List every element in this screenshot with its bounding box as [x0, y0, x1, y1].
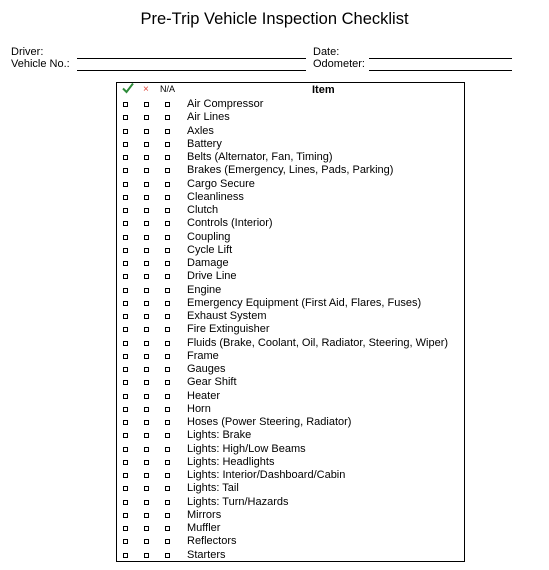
- checklist-row: [117, 244, 464, 257]
- fail-checkbox[interactable]: [144, 513, 149, 518]
- item-label: Battery: [187, 137, 222, 150]
- checklist-rows: [117, 98, 464, 562]
- fail-checkbox[interactable]: [144, 367, 149, 372]
- fail-checkbox[interactable]: [144, 261, 149, 266]
- na-checkbox[interactable]: [165, 473, 170, 478]
- ok-checkbox[interactable]: [123, 102, 128, 107]
- na-checkbox[interactable]: [165, 168, 170, 173]
- ok-checkbox[interactable]: [123, 274, 128, 279]
- item-label: Horn: [187, 402, 211, 415]
- na-checkbox[interactable]: [165, 500, 170, 505]
- checklist-row: [117, 376, 464, 389]
- checklist-row: [117, 416, 464, 429]
- checklist-row: [117, 443, 464, 456]
- checklist-row: [117, 549, 464, 562]
- fail-checkbox[interactable]: [144, 447, 149, 452]
- ok-checkbox[interactable]: [123, 327, 128, 332]
- checklist-header: [117, 83, 464, 98]
- fail-checkbox[interactable]: [144, 235, 149, 240]
- item-label: Exhaust System: [187, 310, 267, 322]
- ok-checkbox[interactable]: [123, 447, 128, 452]
- item-label: Fire Extinguisher: [187, 323, 270, 336]
- checklist-row: [117, 164, 464, 177]
- na-checkbox[interactable]: [165, 420, 170, 425]
- na-checkbox[interactable]: [165, 221, 170, 226]
- na-checkbox[interactable]: [165, 235, 170, 240]
- checklist-row: [117, 178, 464, 191]
- na-checkbox[interactable]: [165, 367, 170, 372]
- item-label: Coupling: [187, 230, 231, 243]
- ok-checkbox[interactable]: [123, 513, 128, 518]
- na-checkbox[interactable]: [165, 553, 170, 558]
- na-checkbox[interactable]: [165, 314, 170, 319]
- fail-checkbox[interactable]: [144, 341, 149, 346]
- item-label: Gear Shift: [187, 376, 237, 389]
- ok-checkbox[interactable]: [123, 526, 128, 531]
- checklist-row: [117, 151, 464, 164]
- ok-checkbox[interactable]: [123, 195, 128, 200]
- ok-checkbox[interactable]: [123, 115, 128, 120]
- ok-checkbox[interactable]: [123, 539, 128, 544]
- item-label: Muffler: [187, 522, 221, 534]
- item-label: Hoses (Power Steering, Radiator): [187, 416, 352, 428]
- item-header: Item: [312, 84, 335, 96]
- na-checkbox[interactable]: [165, 327, 170, 332]
- item-label: Starters: [187, 548, 226, 561]
- item-label: Drive Line: [187, 270, 237, 283]
- checklist-row: [117, 535, 464, 548]
- item-label: Reflectors: [187, 535, 237, 548]
- ok-checkbox[interactable]: [123, 288, 128, 293]
- na-checkbox[interactable]: [165, 394, 170, 399]
- fail-checkbox[interactable]: [144, 314, 149, 319]
- fail-checkbox[interactable]: [144, 155, 149, 160]
- fail-checkbox[interactable]: [144, 142, 149, 147]
- checklist-row: [117, 482, 464, 495]
- na-checkbox[interactable]: [165, 301, 170, 306]
- checklist-row: [117, 138, 464, 151]
- fail-checkbox[interactable]: [144, 420, 149, 425]
- checklist-row: [117, 456, 464, 469]
- item-label: Frame: [187, 349, 219, 362]
- item-label: Lights: Turn/Hazards: [187, 495, 289, 508]
- na-checkbox[interactable]: [165, 513, 170, 518]
- ok-checkbox[interactable]: [123, 261, 128, 266]
- na-checkbox[interactable]: [165, 274, 170, 279]
- ok-checkbox[interactable]: [123, 553, 128, 558]
- checklist-row: [117, 350, 464, 363]
- item-label: Lights: Brake: [187, 429, 252, 442]
- item-label: Mirrors: [187, 508, 222, 521]
- fail-checkbox[interactable]: [144, 539, 149, 544]
- item-label: Lights: Interior/Dashboard/Cabin: [187, 469, 346, 481]
- fail-checkbox[interactable]: [144, 129, 149, 134]
- na-checkbox[interactable]: [165, 115, 170, 120]
- checklist-row: [117, 522, 464, 535]
- checklist-row: [117, 403, 464, 416]
- item-label: Cleanliness: [187, 190, 244, 203]
- fail-checkbox[interactable]: [144, 168, 149, 173]
- checklist-row: [117, 337, 464, 350]
- na-checkbox[interactable]: [165, 248, 170, 253]
- item-label: Lights: Headlights: [187, 455, 275, 468]
- fail-checkbox[interactable]: [144, 407, 149, 412]
- ok-checkbox[interactable]: [123, 301, 128, 306]
- item-label: Air Compressor: [187, 98, 264, 110]
- item-label: Lights: High/Low Beams: [187, 442, 306, 455]
- fail-checkbox[interactable]: [144, 553, 149, 558]
- ok-checkbox[interactable]: [123, 433, 128, 438]
- ok-checkbox[interactable]: [123, 341, 128, 346]
- odometer-field[interactable]: [369, 70, 512, 71]
- ok-checkbox[interactable]: [123, 155, 128, 160]
- na-checkbox[interactable]: [165, 354, 170, 359]
- fail-checkbox[interactable]: [144, 115, 149, 120]
- checklist-row: [117, 231, 464, 244]
- item-label: Lights: Tail: [187, 482, 239, 495]
- item-label: Clutch: [187, 204, 219, 216]
- checklist-row: [117, 284, 464, 297]
- fail-checkbox[interactable]: [144, 301, 149, 306]
- fail-checkbox[interactable]: [144, 354, 149, 359]
- ok-checkbox[interactable]: [123, 500, 128, 505]
- na-checkbox[interactable]: [165, 208, 170, 213]
- ok-checkbox[interactable]: [123, 380, 128, 385]
- vehicle-field[interactable]: [77, 70, 306, 71]
- ok-checkbox[interactable]: [123, 407, 128, 412]
- driver-label: Driver:: [11, 46, 44, 58]
- ok-checkbox[interactable]: [123, 354, 128, 359]
- checklist-row: [117, 98, 464, 111]
- na-checkbox[interactable]: [165, 407, 170, 412]
- na-checkbox[interactable]: [165, 129, 170, 134]
- item-label: Gauges: [187, 363, 226, 375]
- item-label: Cargo Secure: [187, 177, 255, 190]
- na-checkbox[interactable]: [165, 142, 170, 147]
- checklist-row: [117, 390, 464, 403]
- na-checkbox[interactable]: [165, 261, 170, 266]
- na-checkbox[interactable]: [165, 539, 170, 544]
- checklist-row: [117, 363, 464, 376]
- na-checkbox[interactable]: [165, 341, 170, 346]
- checkmark-icon: [122, 82, 134, 94]
- na-checkbox[interactable]: [165, 433, 170, 438]
- na-checkbox[interactable]: [165, 182, 170, 187]
- vehicle-label: Vehicle No.:: [11, 58, 70, 70]
- item-label: Engine: [187, 283, 222, 296]
- date-label: Date:: [313, 46, 340, 58]
- checklist-row: [117, 297, 464, 310]
- item-label: Brakes (Emergency, Lines, Pads, Parking): [187, 164, 394, 177]
- checklist-row: [117, 496, 464, 509]
- checklist-row: [117, 111, 464, 124]
- item-label: Cycle Lift: [187, 243, 233, 256]
- ok-checkbox[interactable]: [123, 142, 128, 147]
- fail-checkbox[interactable]: [144, 526, 149, 531]
- item-label: Heater: [187, 389, 221, 402]
- fail-checkbox[interactable]: [144, 102, 149, 107]
- ok-checkbox[interactable]: [123, 182, 128, 187]
- checklist-row: [117, 509, 464, 522]
- checklist-row: [117, 469, 464, 482]
- na-checkbox[interactable]: [165, 195, 170, 200]
- ok-checkbox[interactable]: [123, 460, 128, 465]
- item-label: Air Lines: [187, 111, 230, 124]
- checklist-row: [117, 191, 464, 204]
- na-checkbox[interactable]: [165, 486, 170, 491]
- fail-checkbox[interactable]: [144, 327, 149, 332]
- checklist-row: [117, 310, 464, 323]
- fail-checkbox[interactable]: [144, 394, 149, 399]
- na-checkbox[interactable]: [165, 155, 170, 160]
- item-label: Damage: [187, 257, 229, 269]
- x-mark-icon: ×: [143, 84, 149, 95]
- item-label: Fluids (Brake, Coolant, Oil, Radiator, Steering, Wiper): [187, 336, 449, 349]
- ok-checkbox[interactable]: [123, 129, 128, 134]
- driver-field[interactable]: [77, 58, 306, 59]
- checklist-row: [117, 125, 464, 138]
- ok-checkbox[interactable]: [123, 221, 128, 226]
- page-title: Pre-Trip Vehicle Inspection Checklist: [140, 10, 409, 28]
- ok-checkbox[interactable]: [123, 420, 128, 425]
- na-checkbox[interactable]: [165, 102, 170, 107]
- item-label: Axles: [187, 124, 214, 137]
- checklist-row: [117, 217, 464, 230]
- checklist-row: [117, 204, 464, 217]
- fail-checkbox[interactable]: [144, 248, 149, 253]
- ok-checkbox[interactable]: [123, 394, 128, 399]
- fail-checkbox[interactable]: [144, 380, 149, 385]
- checklist-table: [116, 82, 465, 562]
- fail-checkbox[interactable]: [144, 486, 149, 491]
- fail-checkbox[interactable]: [144, 208, 149, 213]
- checklist-row: [117, 270, 464, 283]
- checklist-row: [117, 323, 464, 336]
- ok-checkbox[interactable]: [123, 208, 128, 213]
- date-field[interactable]: [369, 58, 512, 59]
- ok-checkbox[interactable]: [123, 473, 128, 478]
- na-checkbox[interactable]: [165, 288, 170, 293]
- checklist-row: [117, 429, 464, 442]
- ok-checkbox[interactable]: [123, 314, 128, 319]
- na-checkbox[interactable]: [165, 526, 170, 531]
- fail-checkbox[interactable]: [144, 274, 149, 279]
- ok-checkbox[interactable]: [123, 367, 128, 372]
- item-label: Controls (Interior): [187, 217, 273, 230]
- ok-checkbox[interactable]: [123, 168, 128, 173]
- na-checkbox[interactable]: [165, 460, 170, 465]
- na-header: N/A: [160, 84, 176, 94]
- fail-checkbox[interactable]: [144, 473, 149, 478]
- odometer-label: Odometer:: [313, 58, 365, 70]
- item-label: Emergency Equipment (First Aid, Flares, Fuses): [187, 296, 422, 309]
- ok-checkbox[interactable]: [123, 248, 128, 253]
- fail-checkbox[interactable]: [144, 195, 149, 200]
- item-label: Belts (Alternator, Fan, Timing): [187, 151, 333, 163]
- ok-checkbox[interactable]: [123, 235, 128, 240]
- na-checkbox[interactable]: [165, 380, 170, 385]
- fail-checkbox[interactable]: [144, 288, 149, 293]
- fail-checkbox[interactable]: [144, 182, 149, 187]
- fail-checkbox[interactable]: [144, 460, 149, 465]
- fail-checkbox[interactable]: [144, 221, 149, 226]
- checklist-row: [117, 257, 464, 270]
- na-checkbox[interactable]: [165, 447, 170, 452]
- ok-checkbox[interactable]: [123, 486, 128, 491]
- fail-checkbox[interactable]: [144, 433, 149, 438]
- fail-checkbox[interactable]: [144, 500, 149, 505]
